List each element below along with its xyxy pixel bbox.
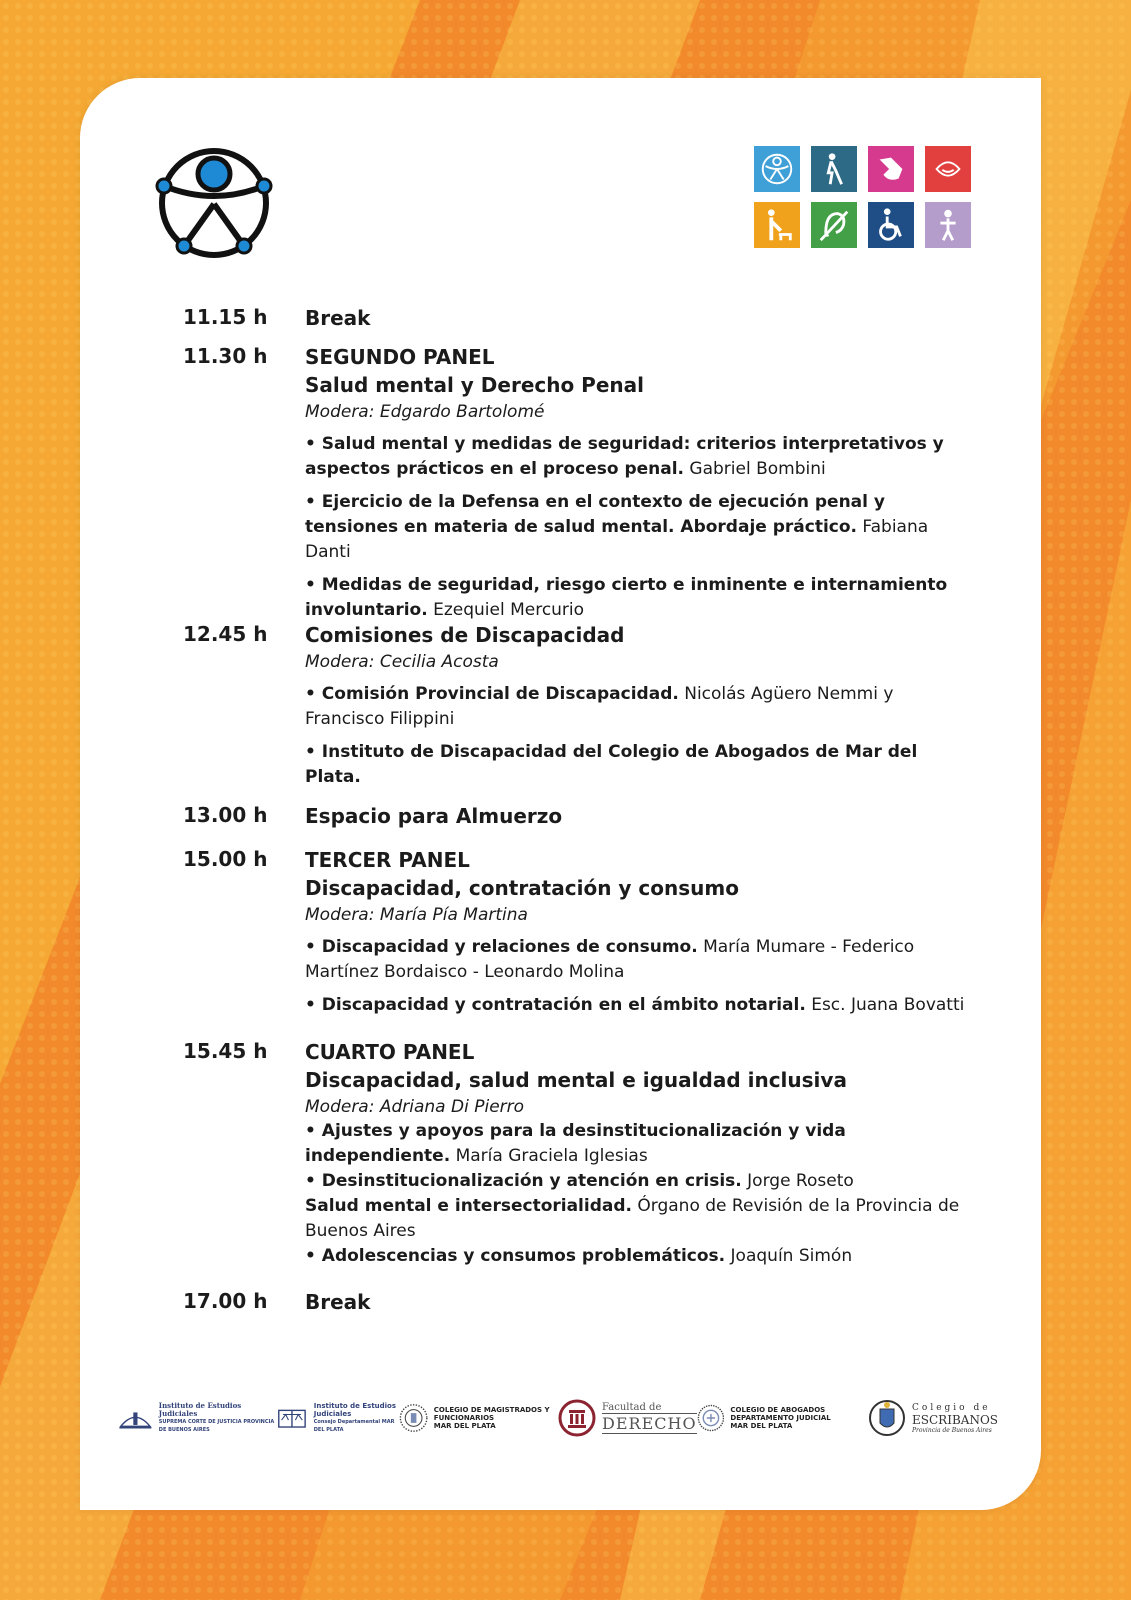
partner-logo: Colegio de ESCRIBANOS Provincia de Buenos Aires xyxy=(868,1397,998,1439)
list-item: • Discapacidad y relaciones de consumo. María Mumare - Federico Martínez Bordaisco - Leonardo Molina xyxy=(305,937,915,982)
entry-title: Break xyxy=(305,1290,371,1314)
entry-title: TERCER PANEL xyxy=(305,848,470,872)
entry-time: 11.15 h xyxy=(183,305,268,329)
entry-subtitle: Discapacidad, salud mental e igualdad inclusiva xyxy=(305,1068,847,1092)
entry-moderator: Modera: Cecilia Acosta xyxy=(305,652,499,672)
partner-logos xyxy=(118,1388,998,1448)
partner-logo: COLEGIO DE ABOGADOS DEPARTAMENTO JUDICIAL MAR DEL PLATA xyxy=(697,1398,868,1438)
entry-time: 15.45 h xyxy=(183,1039,268,1063)
partner-logo: Instituto de Estudios Judiciales Consejo Departamental MAR DEL PLATA xyxy=(276,1401,399,1435)
list-item: • Ajustes y apoyos para la desinstitucionalización y vida independiente. María Graciela Iglesias xyxy=(305,1121,846,1166)
partner-logo: Facultad de DERECHO xyxy=(558,1399,697,1437)
list-item: • Medidas de seguridad, riesgo cierto e inminente e internamiento involuntario. Ezequiel Mercurio xyxy=(305,575,948,620)
entry-time: 11.30 h xyxy=(183,344,268,368)
entry-moderator: Modera: Adriana Di Pierro xyxy=(305,1097,525,1117)
lawyers-seal-icon xyxy=(697,1398,725,1438)
justice-statue-icon xyxy=(118,1400,153,1436)
hearing-icon xyxy=(811,202,857,248)
law-faculty-seal-icon xyxy=(558,1399,596,1437)
program-card xyxy=(80,78,1041,1510)
list-item: • Discapacidad y contratación en el ámbito notarial. Esc. Juana Bovatti xyxy=(305,995,965,1015)
list-item: • Comisión Provincial de Discapacidad. Nicolás Agüero Nemmi y Francisco Filippini xyxy=(305,684,894,729)
universal-access-icon xyxy=(754,146,800,192)
universal-access-logo xyxy=(152,146,277,261)
entry-moderator: Modera: María Pía Martina xyxy=(305,905,528,925)
entry-time: 13.00 h xyxy=(183,803,268,827)
entry-title: SEGUNDO PANEL xyxy=(305,345,495,369)
magistrates-seal-icon xyxy=(399,1397,428,1439)
accessibility-icons-grid xyxy=(754,146,978,250)
blind-person-icon xyxy=(811,146,857,192)
entry-title: Break xyxy=(305,306,371,330)
guide-dog-icon xyxy=(754,202,800,248)
list-item: Salud mental e intersectorialidad. Órgano de Revisión de la Provincia de Buenos Aires xyxy=(305,1196,960,1241)
face-icon xyxy=(925,146,971,192)
entry-title: Comisiones de Discapacidad xyxy=(305,623,625,647)
entry-title: CUARTO PANEL xyxy=(305,1040,475,1064)
notaries-crest-icon xyxy=(868,1397,906,1439)
partner-logo: COLEGIO DE MAGISTRADOS Y FUNCIONARIOS MAR DEL PLATA xyxy=(399,1397,558,1439)
entry-time: 15.00 h xyxy=(183,847,268,871)
entry-time: 12.45 h xyxy=(183,622,268,646)
partner-logo: Instituto de Estudios Judiciales SUPREMA CORTE DE JUSTICIA PROVINCIA DE BUENOS AIRES xyxy=(118,1400,276,1436)
sign-language-icon xyxy=(868,146,914,192)
wheelchair-icon xyxy=(868,202,914,248)
list-item: • Adolescencias y consumos problemáticos. Joaquín Simón xyxy=(305,1246,853,1266)
list-item: • Instituto de Discapacidad del Colegio de Abogados de Mar del Plata. xyxy=(305,742,918,787)
list-item: • Desinstitucionalización y atención en crisis. Jorge Roseto xyxy=(305,1171,854,1191)
scales-icon xyxy=(276,1401,308,1435)
entry-subtitle: Discapacidad, contratación y consumo xyxy=(305,876,739,900)
entry-moderator: Modera: Edgardo Bartolomé xyxy=(305,402,545,422)
entry-time: 17.00 h xyxy=(183,1289,268,1313)
list-item: • Ejercicio de la Defensa en el contexto de ejecución penal y tensiones en materia de salud mental. Abordaje práctico. Fabiana Danti xyxy=(305,492,929,562)
list-item: • Salud mental y medidas de seguridad: criterios interpretativos y aspectos prácticos en el proceso penal. Gabriel Bombini xyxy=(305,434,944,479)
entry-title: Espacio para Almuerzo xyxy=(305,804,563,828)
person-icon xyxy=(925,202,971,248)
entry-subtitle: Salud mental y Derecho Penal xyxy=(305,373,644,397)
